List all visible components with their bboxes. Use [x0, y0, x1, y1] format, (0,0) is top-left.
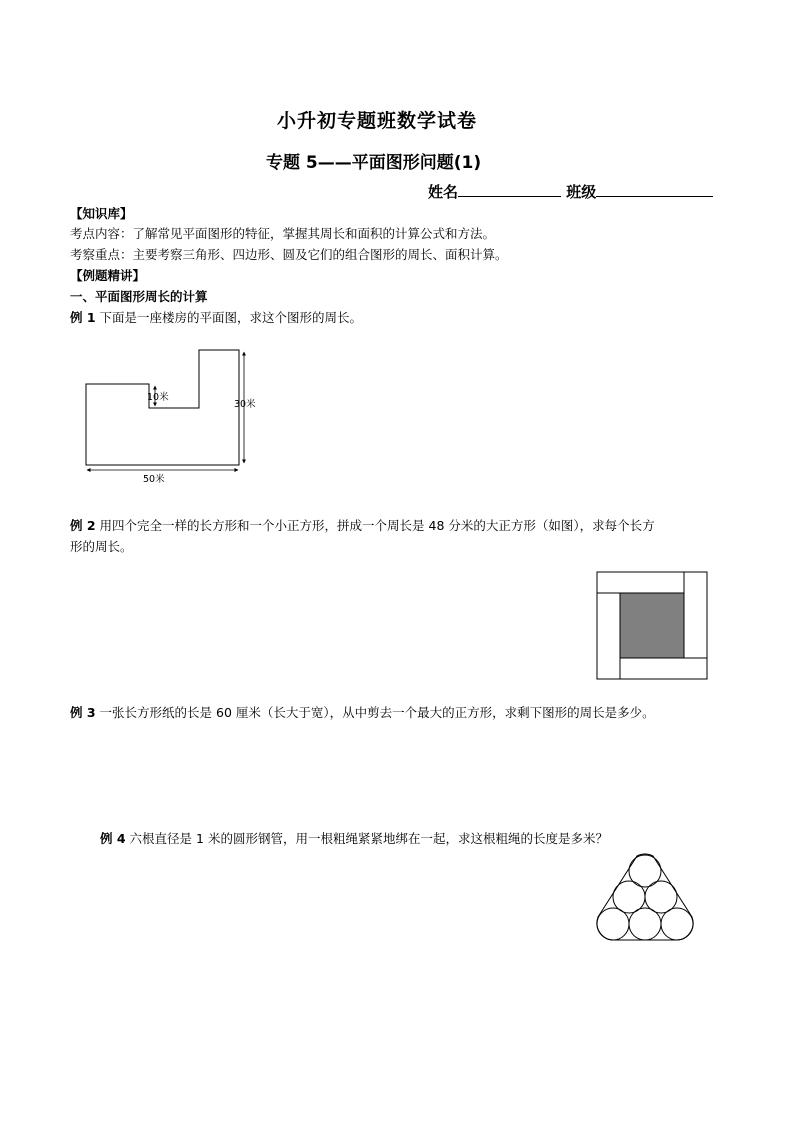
- pipe-circle: [645, 881, 677, 913]
- knowledge-heading: 【知识库】: [70, 206, 133, 221]
- rectangle-right: [684, 572, 707, 658]
- example-1-label: 例 1: [70, 310, 96, 325]
- example-1-text: 下面是一座楼房的平面图，求这个图形的周长。: [99, 310, 363, 325]
- example-2: [70, 516, 655, 534]
- square-rectangles-figure: [597, 572, 707, 679]
- example-2-label: 例 2: [70, 518, 96, 533]
- floor-plan-figure: [86, 350, 256, 485]
- class-label: 班级: [566, 183, 597, 201]
- rectangle-top: [597, 572, 684, 593]
- floor-plan-outline: [86, 350, 239, 465]
- name-label: 姓名: [428, 183, 459, 201]
- step-dimension-label: 10米: [147, 392, 169, 403]
- section-1-heading: 一、平面图形周长的计算: [70, 289, 208, 304]
- bundled-pipes-figure: [597, 854, 693, 940]
- example-2-text-line-2: 形的周长。: [70, 539, 133, 554]
- example-3-text: 一张长方形纸的长是 60 厘米（长大于宽），从中剪去一个最大的正方形，求剩下图形的周长是多少。: [99, 705, 655, 720]
- example-3: [70, 703, 655, 721]
- height-dimension-label: 30米: [234, 399, 256, 410]
- knowledge-line-1: 考点内容：了解常见平面图形的特征，掌握其周长和面积的计算公式和方法。: [70, 226, 496, 241]
- width-dimension-label: 50米: [143, 474, 165, 485]
- pipe-circle: [597, 908, 629, 940]
- example-4: [100, 829, 608, 847]
- example-4-text: 六根直径是 1 米的圆形钢管，用一根粗绳紧紧地绑在一起，求这根粗绳的长度是多米？: [129, 831, 608, 846]
- inner-square: [620, 593, 684, 658]
- rectangle-left: [597, 593, 620, 679]
- pipe-circle: [613, 881, 645, 913]
- knowledge-line-2: 考察重点：主要考察三角形、四边形、圆及它们的组合图形的周长、面积计算。: [70, 247, 508, 262]
- pipe-circle: [661, 908, 693, 940]
- example-3-label: 例 3: [70, 705, 96, 720]
- pipe-circle: [629, 908, 661, 940]
- example-2-text-line-1: 用四个完全一样的长方形和一个小正方形，拼成一个周长是 48 分米的大正方形（如图），求每个长方: [99, 518, 655, 533]
- example-4-label: 例 4: [100, 831, 126, 846]
- page-subtitle: 专题 5——平面图形问题(1): [266, 153, 482, 173]
- page-title: 小升初专题班数学试卷: [277, 110, 478, 132]
- rectangle-bottom: [620, 658, 707, 679]
- examples-heading: 【例题精讲】: [70, 268, 146, 283]
